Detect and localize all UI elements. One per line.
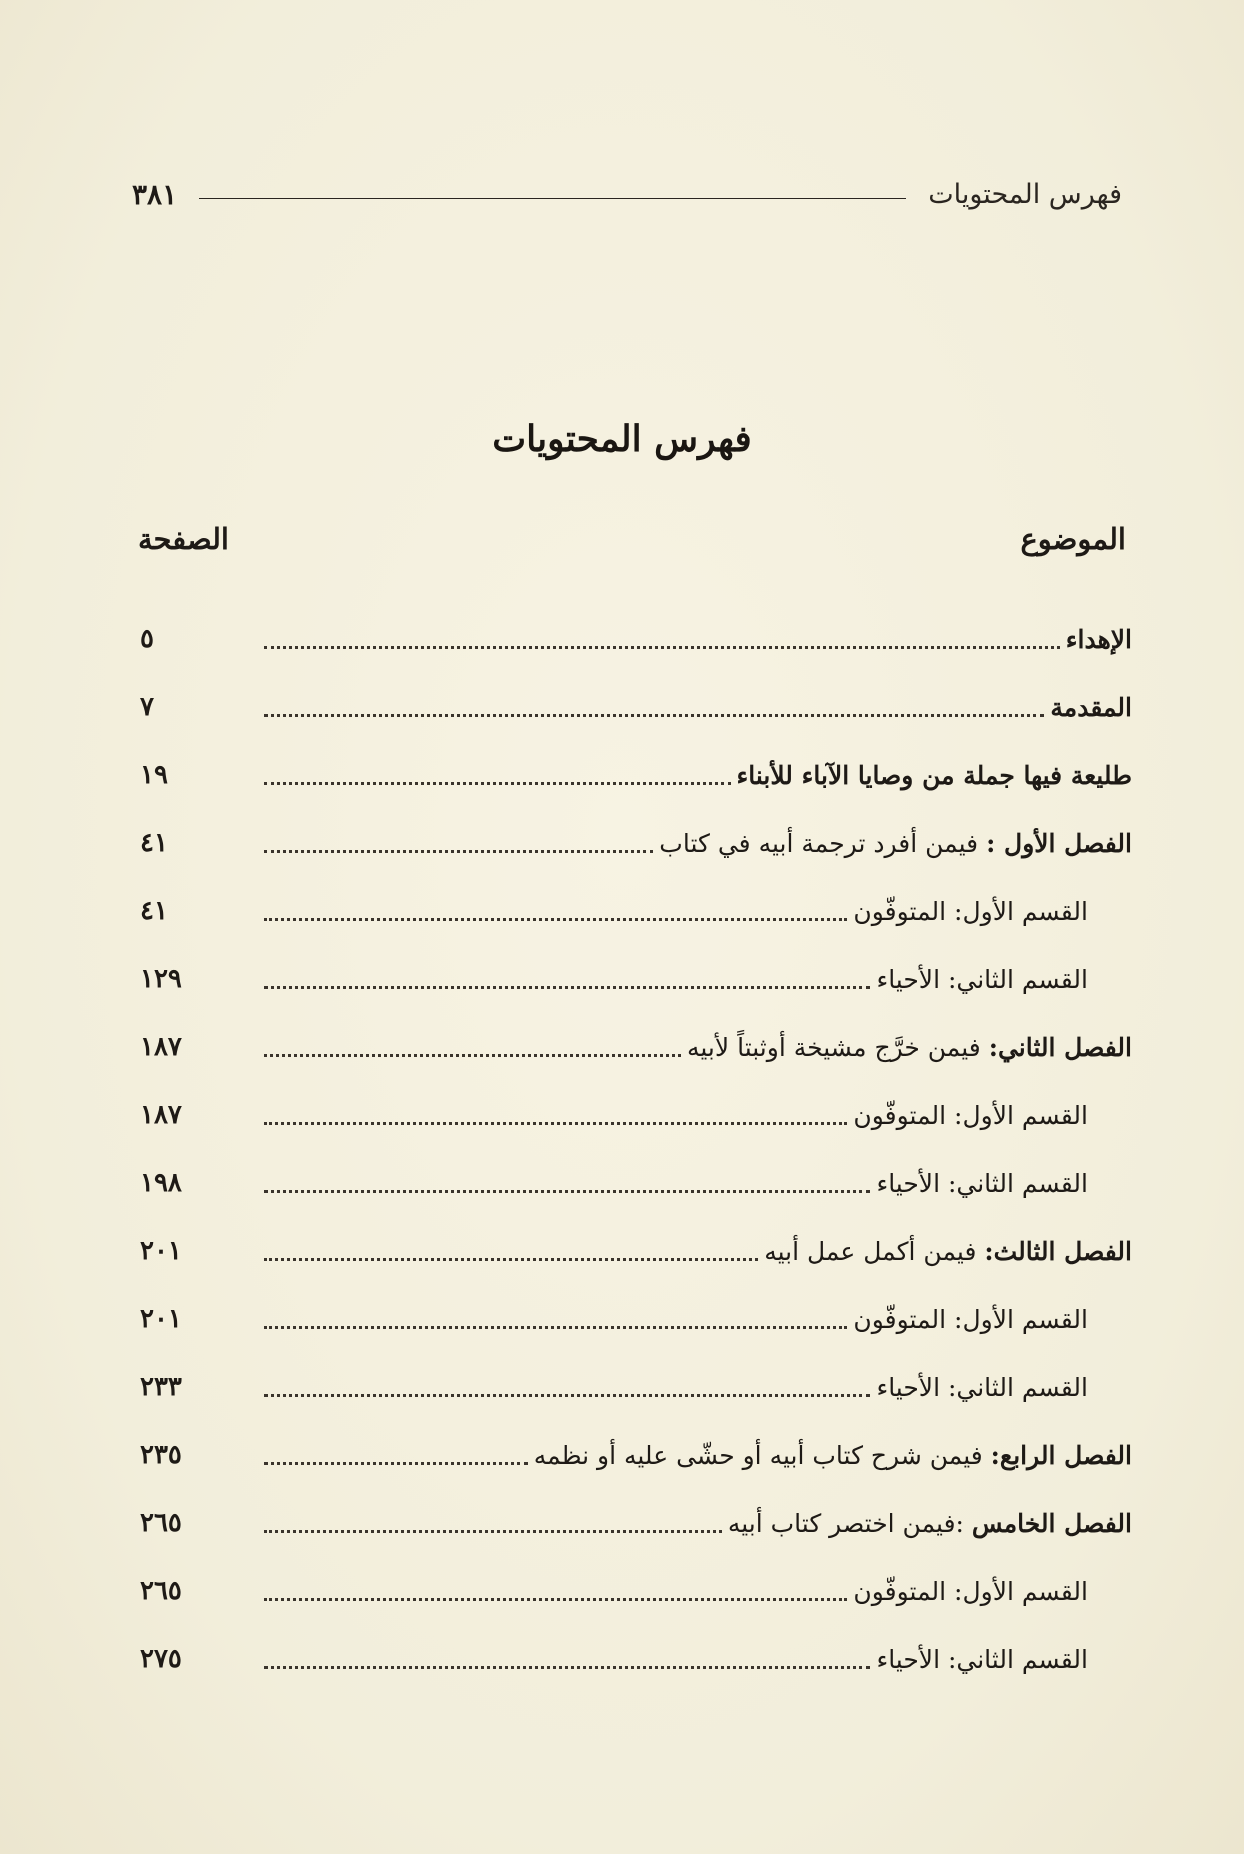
toc-entry-heading: المقدمة (1050, 693, 1132, 722)
toc-entry[interactable] (140, 1610, 1132, 1678)
dot-leader (264, 850, 653, 853)
toc-entry-page-number: ٧ (140, 692, 154, 722)
dot-leader (264, 1258, 758, 1261)
running-header-title: فهرس المحتويات (928, 178, 1122, 210)
toc-entry-description: فيمن أفرد ترجمة أبيه في كتاب (659, 829, 987, 858)
toc-entry-label (876, 1647, 1088, 1678)
toc-entry-heading: القسم الثاني: الأحياء (876, 965, 1088, 994)
toc-entry[interactable] (140, 1066, 1132, 1134)
toc-entry-heading: القسم الأول: المتوفّون (853, 897, 1088, 926)
toc-entry[interactable] (140, 998, 1132, 1066)
toc-entry-heading: الفصل الخامس (971, 1509, 1132, 1538)
dot-leader (264, 1054, 681, 1057)
toc-entry-label (853, 899, 1088, 930)
toc-entry-page-number: ٥ (140, 624, 154, 654)
toc-entry-heading: القسم الثاني: الأحياء (876, 1373, 1088, 1402)
toc-entry-label (876, 967, 1088, 998)
toc-entry-page-number: ١٩٨ (140, 1168, 182, 1198)
page-title: فهرس المحتويات (492, 418, 752, 460)
toc-entry-label (1050, 695, 1132, 726)
toc-entry-page-number: ١٨٧ (140, 1100, 182, 1130)
toc-entry-page-number: ٢٠١ (140, 1304, 182, 1334)
table-of-contents (140, 590, 1132, 1678)
toc-entry-heading: الفصل الثالث: (984, 1237, 1132, 1266)
column-header-topic: الموضوع (1020, 522, 1126, 556)
dot-leader (264, 1598, 847, 1601)
toc-entry-heading: الفصل الثاني: (988, 1033, 1132, 1062)
running-header-page-number: ٣٨١ (132, 177, 178, 211)
toc-entry-description: فيمن خرَّج مشيخة أوثبتاً لأبيه (686, 1033, 989, 1062)
toc-entry-page-number: ١٩ (140, 760, 168, 790)
toc-entry-heading: الفصل الرابع: (990, 1441, 1132, 1470)
toc-entry-label (853, 1307, 1088, 1338)
toc-entry-label (659, 831, 1132, 862)
toc-entry[interactable] (140, 930, 1132, 998)
column-header-page: الصفحة (138, 522, 229, 556)
toc-entry[interactable] (140, 658, 1132, 726)
running-header (132, 172, 1122, 216)
toc-entry-label (876, 1171, 1088, 1202)
dot-leader (264, 1190, 870, 1193)
toc-entry-label (737, 763, 1132, 794)
dot-leader (264, 1530, 722, 1533)
toc-entry-heading: القسم الثاني: الأحياء (876, 1645, 1088, 1674)
dot-leader (264, 1462, 528, 1465)
toc-entry-label (687, 1035, 1132, 1066)
dot-leader (264, 1666, 870, 1669)
toc-entry-label (853, 1103, 1088, 1134)
toc-entry-description: فيمن شرح كتاب أبيه أو حشّى عليه أو نظمه (533, 1441, 991, 1470)
toc-entry-heading: طليعة فيها جملة من وصايا الآباء للأبناء (736, 761, 1132, 790)
toc-entry-label (1066, 627, 1132, 658)
toc-entry[interactable] (140, 1270, 1132, 1338)
toc-entry[interactable] (140, 1134, 1132, 1202)
dot-leader (264, 646, 1060, 649)
toc-entry[interactable] (140, 1542, 1132, 1610)
toc-entry-label (534, 1443, 1132, 1474)
toc-entry-page-number: ٤١ (140, 828, 168, 858)
toc-entry[interactable] (140, 1474, 1132, 1542)
toc-entry-label (764, 1239, 1132, 1270)
toc-entry-page-number: ١٨٧ (140, 1032, 182, 1062)
toc-entry-description: فيمن أكمل عمل أبيه (764, 1237, 985, 1266)
toc-entry-label (876, 1375, 1088, 1406)
header-rule (199, 198, 906, 199)
toc-entry-heading: الإهداء (1065, 625, 1132, 654)
toc-entry[interactable] (140, 1338, 1132, 1406)
toc-entry[interactable] (140, 862, 1132, 930)
dot-leader (264, 986, 870, 989)
toc-entry-page-number: ٢٠١ (140, 1236, 182, 1266)
toc-entry[interactable] (140, 1202, 1132, 1270)
toc-entry[interactable] (140, 794, 1132, 862)
toc-entry-page-number: ٢٦٥ (140, 1508, 182, 1538)
toc-entry-page-number: ٢٣٣ (140, 1372, 182, 1402)
toc-entry-heading: الفصل الأول : (986, 829, 1132, 858)
dot-leader (264, 782, 731, 785)
toc-entry-label (728, 1511, 1132, 1542)
dot-leader (264, 714, 1044, 717)
toc-entry-description: :فيمن اختصر كتاب أبيه (727, 1509, 972, 1538)
toc-entry[interactable] (140, 590, 1132, 658)
toc-entry-heading: القسم الأول: المتوفّون (853, 1305, 1088, 1334)
dot-leader (264, 1122, 847, 1125)
toc-entry-heading: القسم الأول: المتوفّون (853, 1577, 1088, 1606)
toc-entry-label (853, 1579, 1088, 1610)
toc-entry[interactable] (140, 726, 1132, 794)
toc-entry[interactable] (140, 1406, 1132, 1474)
toc-entry-heading: القسم الثاني: الأحياء (876, 1169, 1088, 1198)
toc-entry-page-number: ٢٦٥ (140, 1576, 182, 1606)
dot-leader (264, 1326, 847, 1329)
toc-entry-heading: القسم الأول: المتوفّون (853, 1101, 1088, 1130)
toc-entry-page-number: ٢٣٥ (140, 1440, 182, 1470)
toc-entry-page-number: ١٢٩ (140, 964, 182, 994)
toc-entry-page-number: ٤١ (140, 896, 168, 926)
dot-leader (264, 918, 847, 921)
dot-leader (264, 1394, 870, 1397)
toc-entry-page-number: ٢٧٥ (140, 1644, 182, 1674)
